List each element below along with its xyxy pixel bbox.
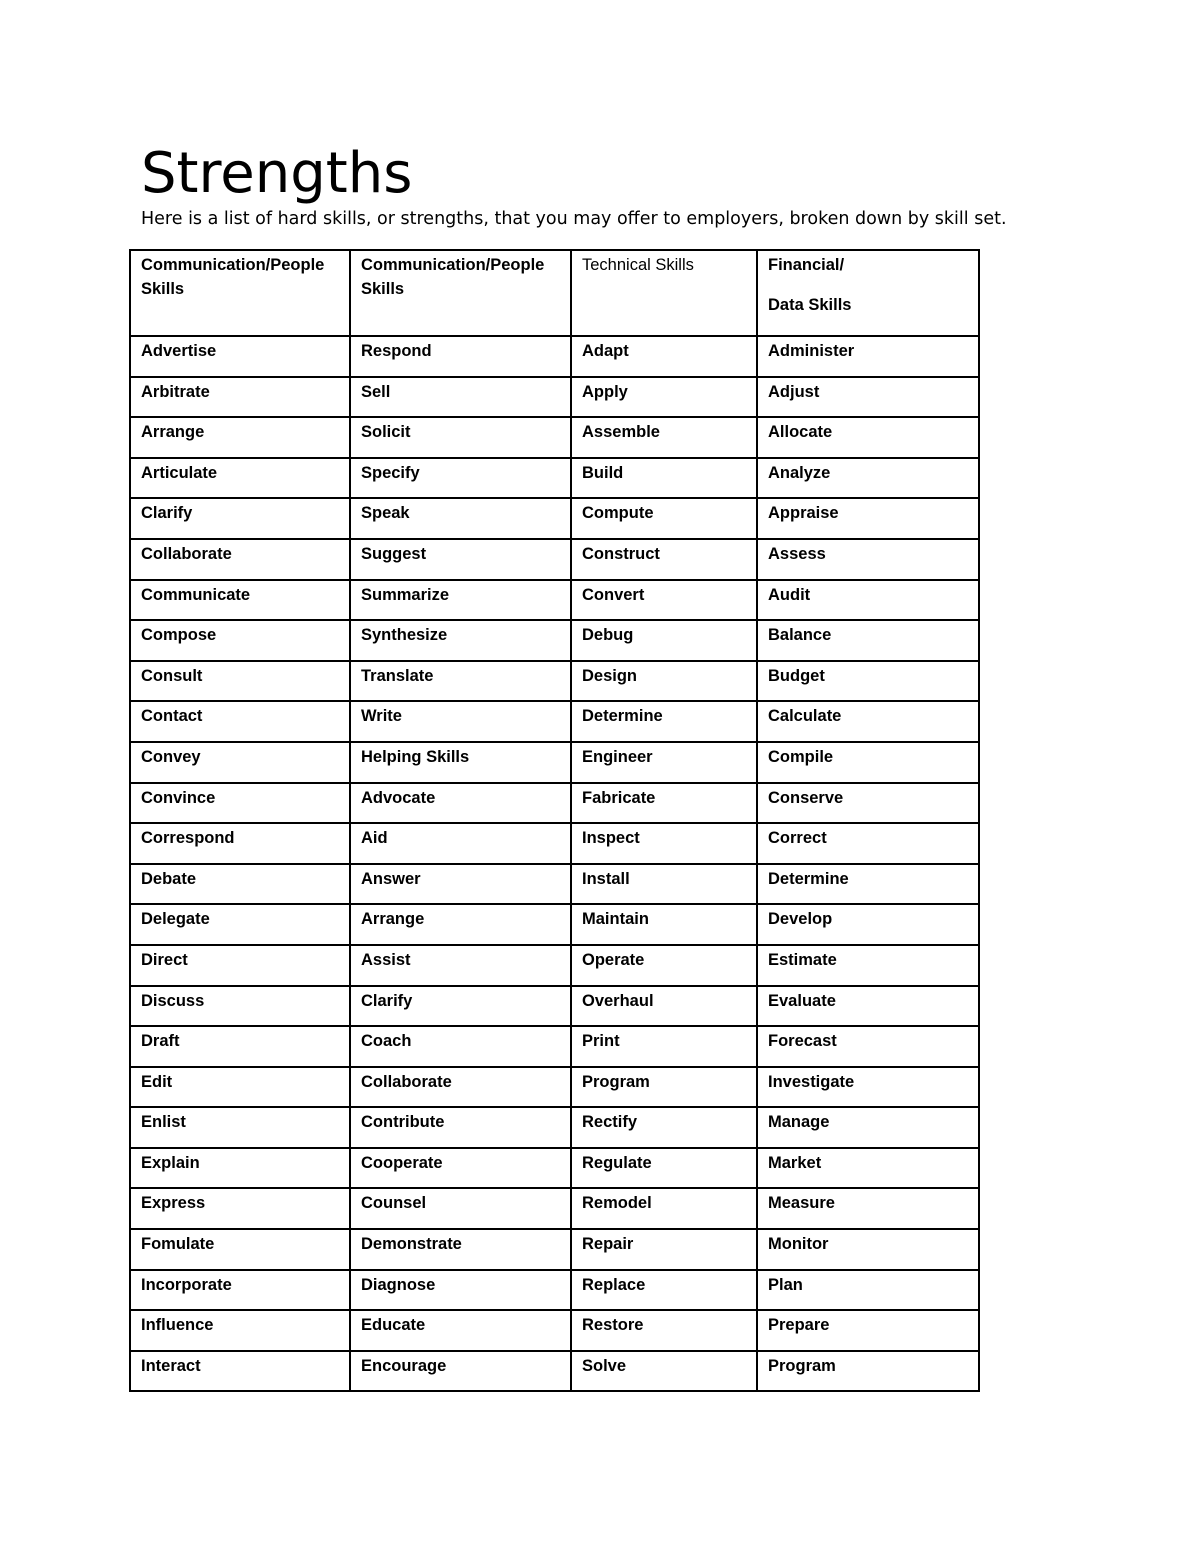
communication-skill-2-cell: Synthesize bbox=[350, 620, 571, 661]
header-technical-skills bbox=[571, 250, 757, 336]
communication-skill-cell: Explain bbox=[130, 1148, 350, 1189]
table-row bbox=[130, 986, 979, 1027]
communication-skill-2-cell: Aid bbox=[350, 823, 571, 864]
financial-skill-cell: Adjust bbox=[757, 377, 979, 418]
communication-skill-2-cell: Arrange bbox=[350, 904, 571, 945]
financial-skill-cell: Analyze bbox=[757, 458, 979, 499]
communication-skill-2-cell: Speak bbox=[350, 498, 571, 539]
communication-skill-cell: Clarify bbox=[130, 498, 350, 539]
technical-skill-cell: Maintain bbox=[571, 904, 757, 945]
technical-skill-cell: Regulate bbox=[571, 1148, 757, 1189]
technical-skill-cell: Construct bbox=[571, 539, 757, 580]
communication-skill-2-cell: Contribute bbox=[350, 1107, 571, 1148]
table-row bbox=[130, 498, 979, 539]
communication-skill-cell: Articulate bbox=[130, 458, 350, 499]
technical-skill-cell: Program bbox=[571, 1067, 757, 1108]
table-row bbox=[130, 661, 979, 702]
table-row bbox=[130, 458, 979, 499]
technical-skill-cell: Convert bbox=[571, 580, 757, 621]
communication-skill-cell: Express bbox=[130, 1188, 350, 1229]
communication-skill-cell: Communicate bbox=[130, 580, 350, 621]
communication-skill-2-cell: Coach bbox=[350, 1026, 571, 1067]
communication-skill-2-cell: Sell bbox=[350, 377, 571, 418]
financial-skill-cell: Administer bbox=[757, 336, 979, 377]
communication-skill-cell: Arbitrate bbox=[130, 377, 350, 418]
table-row bbox=[130, 1067, 979, 1108]
financial-skill-cell: Program bbox=[757, 1351, 979, 1392]
financial-skill-cell: Allocate bbox=[757, 417, 979, 458]
technical-skill-cell: Replace bbox=[571, 1270, 757, 1311]
financial-skill-cell: Balance bbox=[757, 620, 979, 661]
communication-skill-cell: Incorporate bbox=[130, 1270, 350, 1311]
table-row bbox=[130, 336, 979, 377]
communication-skill-cell: Influence bbox=[130, 1310, 350, 1351]
technical-skill-cell: Assemble bbox=[571, 417, 757, 458]
financial-skill-cell: Conserve bbox=[757, 783, 979, 824]
header-label: Communication/People Skills bbox=[361, 256, 545, 298]
communication-skill-2-cell: Write bbox=[350, 701, 571, 742]
technical-skill-cell: Inspect bbox=[571, 823, 757, 864]
table-row bbox=[130, 1229, 979, 1270]
communication-skill-cell: Draft bbox=[130, 1026, 350, 1067]
financial-skill-cell: Calculate bbox=[757, 701, 979, 742]
table-row bbox=[130, 539, 979, 580]
communication-skill-cell: Collaborate bbox=[130, 539, 350, 580]
technical-skill-cell: Print bbox=[571, 1026, 757, 1067]
financial-skill-cell: Audit bbox=[757, 580, 979, 621]
communication-skill-cell: Consult bbox=[130, 661, 350, 702]
technical-skill-cell: Apply bbox=[571, 377, 757, 418]
table-row bbox=[130, 1148, 979, 1189]
table-header-row bbox=[130, 250, 979, 336]
financial-skill-cell: Manage bbox=[757, 1107, 979, 1148]
technical-skill-cell: Install bbox=[571, 864, 757, 905]
intro-text: Here is a list of hard skills, or strengths, that you may offer to employers, broken down by skill set. bbox=[141, 209, 1007, 229]
technical-skill-cell: Engineer bbox=[571, 742, 757, 783]
financial-skill-cell: Evaluate bbox=[757, 986, 979, 1027]
skills-table bbox=[129, 249, 980, 1392]
page-title: Strengths bbox=[141, 141, 413, 206]
communication-skill-cell: Convey bbox=[130, 742, 350, 783]
table-row bbox=[130, 1351, 979, 1392]
communication-skill-cell: Interact bbox=[130, 1351, 350, 1392]
table-row bbox=[130, 1107, 979, 1148]
financial-skill-cell: Determine bbox=[757, 864, 979, 905]
table-row bbox=[130, 377, 979, 418]
communication-skill-2-cell: Specify bbox=[350, 458, 571, 499]
financial-skill-cell: Measure bbox=[757, 1188, 979, 1229]
table-row bbox=[130, 742, 979, 783]
communication-skill-cell: Convince bbox=[130, 783, 350, 824]
financial-skill-cell: Appraise bbox=[757, 498, 979, 539]
financial-skill-cell: Budget bbox=[757, 661, 979, 702]
table-row bbox=[130, 580, 979, 621]
header-communication-people-skills-1 bbox=[130, 250, 350, 336]
table-row bbox=[130, 864, 979, 905]
technical-skill-cell: Design bbox=[571, 661, 757, 702]
financial-skill-cell: Plan bbox=[757, 1270, 979, 1311]
financial-skill-cell: Investigate bbox=[757, 1067, 979, 1108]
communication-skill-2-cell: Clarify bbox=[350, 986, 571, 1027]
technical-skill-cell: Build bbox=[571, 458, 757, 499]
table-row bbox=[130, 417, 979, 458]
table-row bbox=[130, 1026, 979, 1067]
communication-skill-cell: Fomulate bbox=[130, 1229, 350, 1270]
financial-skill-cell: Assess bbox=[757, 539, 979, 580]
communication-skill-2-cell: Collaborate bbox=[350, 1067, 571, 1108]
technical-skill-cell: Compute bbox=[571, 498, 757, 539]
header-label: Communication/People Skills bbox=[141, 256, 325, 298]
technical-skill-cell: Determine bbox=[571, 701, 757, 742]
communication-skill-2-cell: Advocate bbox=[350, 783, 571, 824]
table-row bbox=[130, 945, 979, 986]
table-row bbox=[130, 1270, 979, 1311]
technical-skill-cell: Operate bbox=[571, 945, 757, 986]
communication-skill-cell: Advertise bbox=[130, 336, 350, 377]
communication-skill-cell: Contact bbox=[130, 701, 350, 742]
header-label: Technical Skills bbox=[582, 256, 694, 274]
header-communication-people-skills-2 bbox=[350, 250, 571, 336]
communication-skill-cell: Discuss bbox=[130, 986, 350, 1027]
table-row bbox=[130, 701, 979, 742]
technical-skill-cell: Rectify bbox=[571, 1107, 757, 1148]
communication-skill-2-cell: Suggest bbox=[350, 539, 571, 580]
technical-skill-cell: Adapt bbox=[571, 336, 757, 377]
header-financial-data-skills bbox=[757, 250, 979, 336]
communication-skill-cell: Delegate bbox=[130, 904, 350, 945]
table-row bbox=[130, 904, 979, 945]
communication-skill-2-cell: Helping Skills bbox=[350, 742, 571, 783]
technical-skill-cell: Overhaul bbox=[571, 986, 757, 1027]
table-body bbox=[130, 336, 979, 1391]
financial-skill-cell: Estimate bbox=[757, 945, 979, 986]
communication-skill-2-cell: Encourage bbox=[350, 1351, 571, 1392]
technical-skill-cell: Repair bbox=[571, 1229, 757, 1270]
communication-skill-cell: Enlist bbox=[130, 1107, 350, 1148]
table-row bbox=[130, 1188, 979, 1229]
technical-skill-cell: Debug bbox=[571, 620, 757, 661]
financial-skill-cell: Develop bbox=[757, 904, 979, 945]
communication-skill-2-cell: Demonstrate bbox=[350, 1229, 571, 1270]
communication-skill-2-cell: Counsel bbox=[350, 1188, 571, 1229]
financial-skill-cell: Prepare bbox=[757, 1310, 979, 1351]
header-label: Financial/ bbox=[768, 256, 845, 274]
header-label-line2: Data Skills bbox=[768, 296, 852, 314]
financial-skill-cell: Compile bbox=[757, 742, 979, 783]
communication-skill-2-cell: Summarize bbox=[350, 580, 571, 621]
communication-skill-cell: Debate bbox=[130, 864, 350, 905]
financial-skill-cell: Correct bbox=[757, 823, 979, 864]
technical-skill-cell: Fabricate bbox=[571, 783, 757, 824]
technical-skill-cell: Restore bbox=[571, 1310, 757, 1351]
communication-skill-2-cell: Answer bbox=[350, 864, 571, 905]
communication-skill-2-cell: Assist bbox=[350, 945, 571, 986]
communication-skill-2-cell: Educate bbox=[350, 1310, 571, 1351]
communication-skill-2-cell: Respond bbox=[350, 336, 571, 377]
table-row bbox=[130, 620, 979, 661]
communication-skill-cell: Arrange bbox=[130, 417, 350, 458]
table-row bbox=[130, 783, 979, 824]
communication-skill-cell: Compose bbox=[130, 620, 350, 661]
communication-skill-2-cell: Diagnose bbox=[350, 1270, 571, 1311]
communication-skill-2-cell: Translate bbox=[350, 661, 571, 702]
financial-skill-cell: Forecast bbox=[757, 1026, 979, 1067]
communication-skill-cell: Direct bbox=[130, 945, 350, 986]
communication-skill-2-cell: Cooperate bbox=[350, 1148, 571, 1189]
financial-skill-cell: Market bbox=[757, 1148, 979, 1189]
table-row bbox=[130, 1310, 979, 1351]
technical-skill-cell: Solve bbox=[571, 1351, 757, 1392]
financial-skill-cell: Monitor bbox=[757, 1229, 979, 1270]
technical-skill-cell: Remodel bbox=[571, 1188, 757, 1229]
table-row bbox=[130, 823, 979, 864]
communication-skill-2-cell: Solicit bbox=[350, 417, 571, 458]
communication-skill-cell: Edit bbox=[130, 1067, 350, 1108]
communication-skill-cell: Correspond bbox=[130, 823, 350, 864]
